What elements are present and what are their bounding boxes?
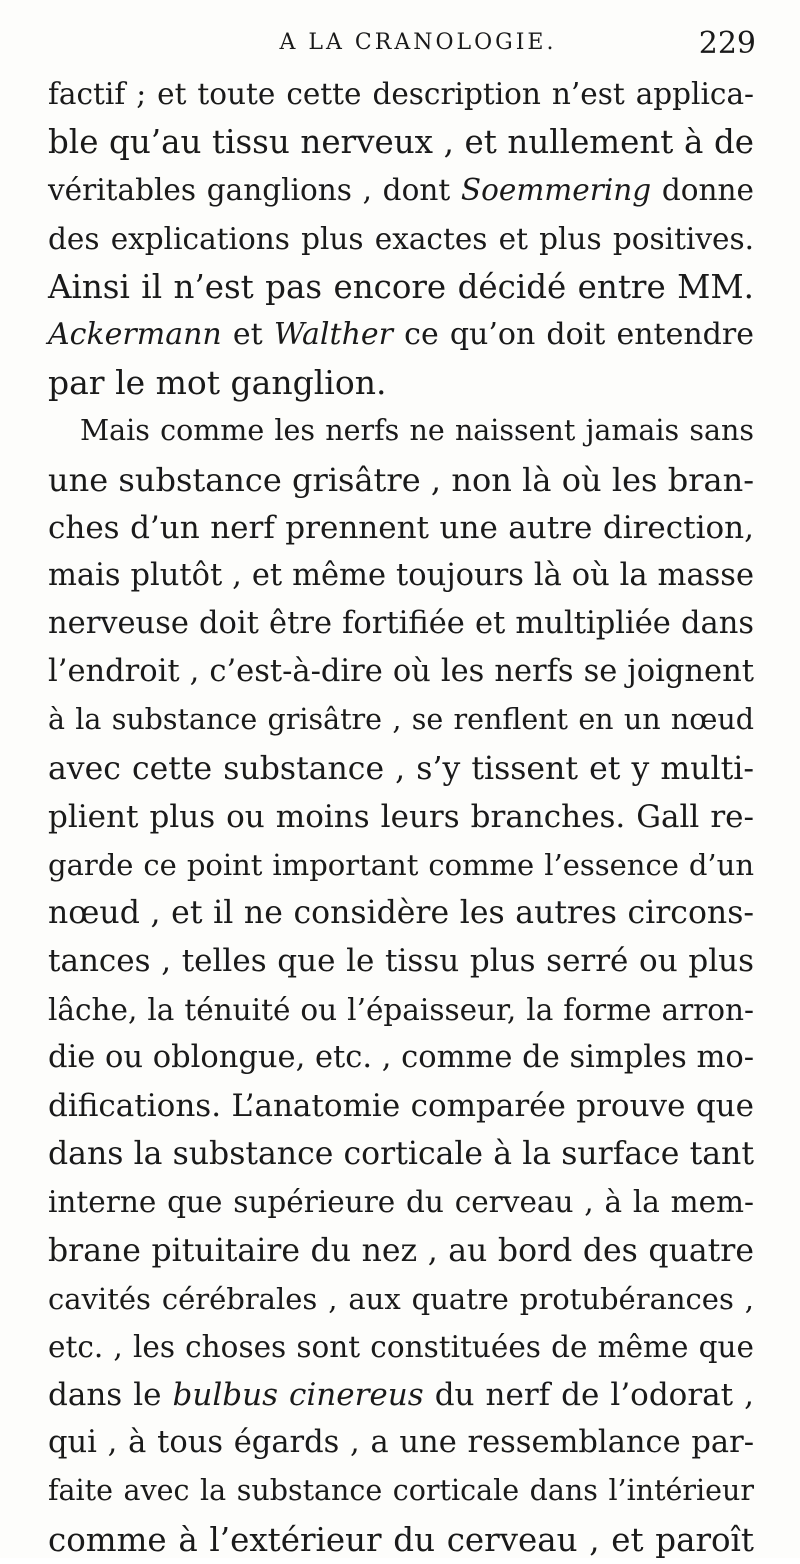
text-segment: garde ce point important comme l’essence d’un xyxy=(48,848,754,882)
text-segment: mais plutôt , et même toujours là où la masse xyxy=(48,557,754,593)
text-line xyxy=(48,1419,754,1467)
text-segment: brane pituitaire du nez , au bord des quatre xyxy=(48,1232,754,1269)
text-segment: faite avec la substance corticale dans l’intérieur xyxy=(48,1474,754,1508)
text-line xyxy=(48,793,754,841)
text-segment: par le mot ganglion. xyxy=(48,363,387,403)
text-segment: factif ; et toute cette description n’est applica- xyxy=(48,77,754,111)
text-segment: qui , à tous égards , a une ressemblance par- xyxy=(48,1425,754,1461)
text-segment: lâche, la ténuité ou l’épaisseur, la forme arron- xyxy=(48,992,754,1027)
text-line xyxy=(48,1516,754,1564)
text-line xyxy=(48,166,754,214)
text-line xyxy=(48,1323,754,1371)
text-segment: l’endroit , c’est-à-dire où les nerfs se joignent xyxy=(48,654,754,690)
text-line xyxy=(48,1178,754,1226)
text-line xyxy=(48,118,754,166)
text-segment: ce qu’on doit entendre xyxy=(393,316,754,352)
text-segment: donne xyxy=(651,173,754,208)
text-segment: tances , telles que le tissu plus serré ou plus xyxy=(48,943,754,980)
text-segment: comme à l’extérieur du cerveau , et paroît xyxy=(48,1520,754,1559)
text-segment: cavités cérébrales , aux quatre protubérances , xyxy=(48,1281,754,1316)
text-line xyxy=(48,552,754,600)
text-line xyxy=(48,504,754,552)
text-line xyxy=(48,841,754,889)
text-segment: dans la substance corticale à la surface tant xyxy=(48,1136,754,1173)
text-line xyxy=(48,1130,754,1178)
text-segment: die ou oblongue, etc. , comme de simples mo- xyxy=(48,1039,755,1075)
text-line xyxy=(48,937,754,985)
text-line xyxy=(48,1082,754,1130)
text-line xyxy=(48,70,754,118)
text-line xyxy=(48,648,754,696)
text-segment: ble qu’au tissu nerveux , et nullement à de xyxy=(48,123,754,162)
text-segment: Mais comme les nerfs ne naissent jamais sans xyxy=(80,414,754,448)
text-segment: interne que supérieure du cerveau , à la mem- xyxy=(48,1185,754,1220)
text-line xyxy=(48,456,754,504)
text-line xyxy=(48,1371,754,1419)
body-text xyxy=(48,70,754,1564)
text-line xyxy=(48,600,754,648)
text-segment: etc. , les choses sont constituées de même que xyxy=(48,1329,754,1364)
text-line xyxy=(48,1034,754,1082)
italic-text: Ackermann xyxy=(48,316,222,352)
italic-text: Walther xyxy=(273,316,393,352)
text-segment: et xyxy=(221,316,274,352)
text-line xyxy=(48,1467,754,1515)
running-head xyxy=(48,26,760,66)
text-line xyxy=(48,889,754,937)
text-segment: nerveuse doit être fortifiée et multipliée dans xyxy=(48,606,754,642)
text-segment: difications. L’anatomie comparée prouve que xyxy=(48,1087,754,1124)
text-line xyxy=(48,1275,754,1323)
text-segment: nœud , et il ne considère les autres circons- xyxy=(48,895,754,932)
text-line xyxy=(48,696,754,744)
text-line xyxy=(48,986,754,1034)
text-segment: des explications plus exactes et plus positives. xyxy=(48,221,754,256)
text-segment: une substance grisâtre , non là où les bran- xyxy=(48,460,754,499)
text-segment: du nerf de l’odorat , xyxy=(423,1377,754,1414)
italic-text: Soemmering xyxy=(460,173,652,208)
text-line xyxy=(48,215,754,263)
text-segment: avec cette substance , s’y tissent et y multi- xyxy=(48,750,754,787)
text-line xyxy=(48,311,754,359)
text-segment: ches d’un nerf prennent une autre direction, xyxy=(48,509,754,546)
page-number: 229 xyxy=(698,26,756,61)
running-title: A LA CRANOLOGIE. xyxy=(279,30,557,55)
text-segment: plient plus ou moins leurs branches. Gall re- xyxy=(48,798,754,835)
text-segment: à la substance grisâtre , se renflent en un nœud xyxy=(48,703,754,737)
text-segment: Ainsi il n’est pas encore décidé entre MM. xyxy=(48,267,754,306)
italic-text: bulbus cinereus xyxy=(172,1377,424,1414)
text-segment: dans le xyxy=(48,1377,173,1414)
text-line xyxy=(48,263,754,311)
text-line xyxy=(48,745,754,793)
text-segment: véritables ganglions , dont xyxy=(48,173,461,208)
text-line xyxy=(48,407,754,455)
text-line xyxy=(48,359,754,407)
text-line xyxy=(48,1227,754,1275)
